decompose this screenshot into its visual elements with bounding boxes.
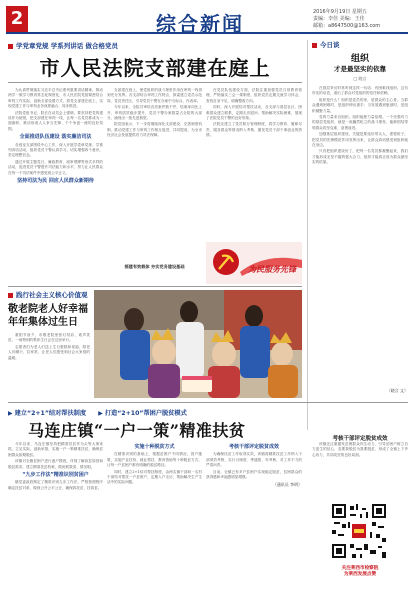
editors: 责编：李佳 美编：王佳 <box>313 16 365 22</box>
top-article-col-1: 为认真贯彻落实习近平总书记系列重要讲话精神，推动两学一做学习教育常态化制度化，市人民法院党组紧密结合审判工作实际，创新支部设置方式，将党支部建在庭上，实现党建工作与审判业务深度融合、同步推进。 法院党组书记、院长在动员会上强调，要坚持把党的建设作为统领，把支部建在审判一线，让每一名党员都成为一面旗帜，推动形成人人争当先锋、个个争创一流的良好氛围。 全面推进队伍建设 落实廉洁司法 各庭室支部围绕中心工作，深入开展学党章党规、学系列讲话活动，组织党员干警认真学习，切实增强四个意识，坚定理想信念。 通过开展主题党日、廉政教育、庭审观摩等形式多样的活动，促进党员干警提升司法能力和水平，努力让人民群众在每一个司法案件中感受到公平正义。 坚持司法为民 回应人民群众新期待 <box>8 88 103 185</box>
party-emblem-icon <box>206 242 302 284</box>
bottom-article-col-2: 实施十种脱贫方式 在精准识别的基础上，根据贫困户不同情况，因户施策，实施产业扶持、就业帮扶、教育资助等十种脱贫方式，让每一户贫困户都有明确的脱贫路径。 同时，建立2+1结对帮扶制度，由两名镇干部和一名村干部结对帮扶一户贫困户，定期入户走访，帮助解决生产生活中的实际问题。 <box>107 444 202 485</box>
today-subheadline: 才是最坚实的依靠 <box>334 65 386 73</box>
today-author: □ 晓言 <box>353 76 367 81</box>
today-sign: （晓言 文） <box>386 388 408 393</box>
top-article-headline: 市人民法院支部建在庭上 <box>39 56 271 80</box>
bottom-article-col-3: 考核干部评定脱贫成效 为确保扶贫工作取得实效，该镇将精准扶贫工作纳入干部绩效考核，实行月调度、季通报、年考核，对工作不力的严肃问责。 目前，全镇已有多户贫困户实现稳定脱贫，贫困群众的获得感和幸福感明显增强。 （通讯员 李明） <box>206 444 302 488</box>
bottom-article-kicker: ▶ 建立“2+1”结对帮扶制度 ▶ 打造“2+10”帮困户脱贫模式 <box>8 410 187 417</box>
divider <box>8 402 408 403</box>
bottom-article-col-1: 今年以来，马连庄镇坚持把精准扶贫作为头等大事来抓，立足实际，创新举措，实施一户一策精准扶贫，确保贫困群众如期脱贫。 该镇对全镇贫困户进行逐户摸底，详细了解致贫原因和脱贫需求，建立精准扶贫档案，做到底数清、情况明。 “九步工作法”精准识别贫困户 镇党委政府制定了精准识别九步工作法，严格按照程序确定扶贫对象，做到公开公平公正，确保真扶贫、扶真贫。 <box>8 442 103 490</box>
top-article-kicker: 学党章党规 学系列讲话 做合格党员 <box>8 41 118 50</box>
today-body: 在基层采访时常听到这样一句话：有困难找组织。这句朴实的话语，道出了群众对党组织的信任和依赖。 组织是什么？组织是党员的家，是群众的主心骨。当群众遇到困难时，是组织伸出援手；当发展遇到瓶颈时，是组织凝聚力量。 党的力量来自组织。组织能使力量倍增。一个坚强有力的基层党组织，就是一座巍然屹立的战斗堡垒，能够团结带领群众攻坚克难、奋勇前进。 加强基层组织建设，关键是要选好带头人，建强班子，把党员的先锋模范作用发挥出来，让群众真切感受到组织就在身边。 只有把组织建设好了，把每一名党员都凝聚起来，我们才能形成无坚不摧的强大合力，组织才能真正成为群众最坚实的依靠。 <box>312 86 408 165</box>
qr-code-icon <box>330 502 388 560</box>
sidebar-bottom-headline: 考核干部评定脱贫成效 <box>332 436 388 442</box>
triangle-bullet-icon: ▶ <box>98 410 103 417</box>
divider <box>8 286 302 287</box>
bottom-article-subhead-2: 实施十种脱贫方式 <box>134 444 175 450</box>
today-kicker: 今日谈 <box>312 40 408 49</box>
square-bullet-icon <box>8 293 13 298</box>
banner-slogan: 为民服务先锋 <box>248 265 296 274</box>
top-article-col-3: 在党员队伍建设方面，法院注重加强党员日常教育管理，严格落实三会一课制度，组织党员定期交流学习体会，查找自身不足，明确整改方向。 同时，深入开展结对帮扶活动，各支部与基层社区、困难群众建立联系，定期走访慰问，帮助解决实际困难，展现了法院党员干警的良好形象。 法院还建立了党员积分管理制度，将学习教育、履职尽责、服务群众等情况纳入考核，激发党员干部干事创业的热情。 <box>206 88 302 138</box>
issue-date: 2016年9月19日 星期五 <box>313 9 367 15</box>
sidebar-bottom-body: 该镇还注重激发贫困群众内生动力，引导贫困户树立自力更生的信心，变要我脱贫为我要脱贫，形成了全镇上下齐心协力、共同攻坚的良好局面。 <box>312 442 408 457</box>
top-article-subhead-1: 全面推进队伍建设 落实廉洁司法 <box>19 134 92 141</box>
top-article-col-2: 支部建在庭上，使党组织的战斗堡垒作用在审判一线得到充分发挥。各支部结合审判工作特点，探索建立党员示范岗、党员责任区，引导党员干警在办案中当标兵、作表率。 今年以来，全院共审结各类案件数千件，结案率同比上升，审判质效稳步提升，党员干警办案数量占全院的大部分，涌现出一批先进典型。 院党组表示，下一步将继续深化支部建设，完善制度机制，推动党建工作与审判工作相互促进、共同提高，为全市经济社会发展提供有力司法保障。 <box>107 88 202 138</box>
section-title: 综合新闻 <box>156 12 244 36</box>
square-bullet-icon <box>8 44 13 49</box>
mid-article-headline: 敬老院老人好幸福 年年集体过生日 <box>8 304 88 328</box>
page-number: 2 <box>6 6 28 32</box>
contact-email: 邮箱：a8647500@163.com <box>313 23 381 29</box>
qr-caption: 关注莱西市检察院 为莱西发展点赞 <box>341 566 379 578</box>
square-bullet-icon <box>312 43 317 48</box>
birthday-party-photo <box>94 290 302 398</box>
mid-article-kicker: 践行社会主义核心价值观 <box>8 290 88 299</box>
mid-article-body: 重阳节前夕，市敬老院里张灯结彩，欢声笑语，一场特别的集体生日会在这里举行。 志愿者们为老人们送上生日蛋糕和祝福，陪老人们聊天、拉家常，让老人们感受到社会大家庭的温暖。 <box>8 333 90 360</box>
today-headline: 组织 <box>350 54 369 64</box>
top-article-subhead-3: 摇建有效载体 夯实党务建设基础 <box>124 264 185 269</box>
bottom-article-subhead-1: “九步工作法”精准识别贫困户 <box>22 472 89 479</box>
party-banner <box>206 242 302 284</box>
photo-image <box>94 290 302 398</box>
bottom-article-sign: （通讯员 李明） <box>272 482 302 488</box>
today-column <box>307 40 408 430</box>
bottom-article-subhead-3: 考核干部评定脱贫成效 <box>228 444 279 450</box>
header-meta <box>313 9 408 30</box>
top-article-subhead-2: 坚持司法为民 回应人民群众新期待 <box>17 178 94 185</box>
divider <box>8 82 302 83</box>
page-header <box>6 4 408 34</box>
bottom-article-headline: 马连庄镇“一户一策”精准扶贫 <box>28 421 246 440</box>
triangle-bullet-icon: ▶ <box>8 410 13 417</box>
